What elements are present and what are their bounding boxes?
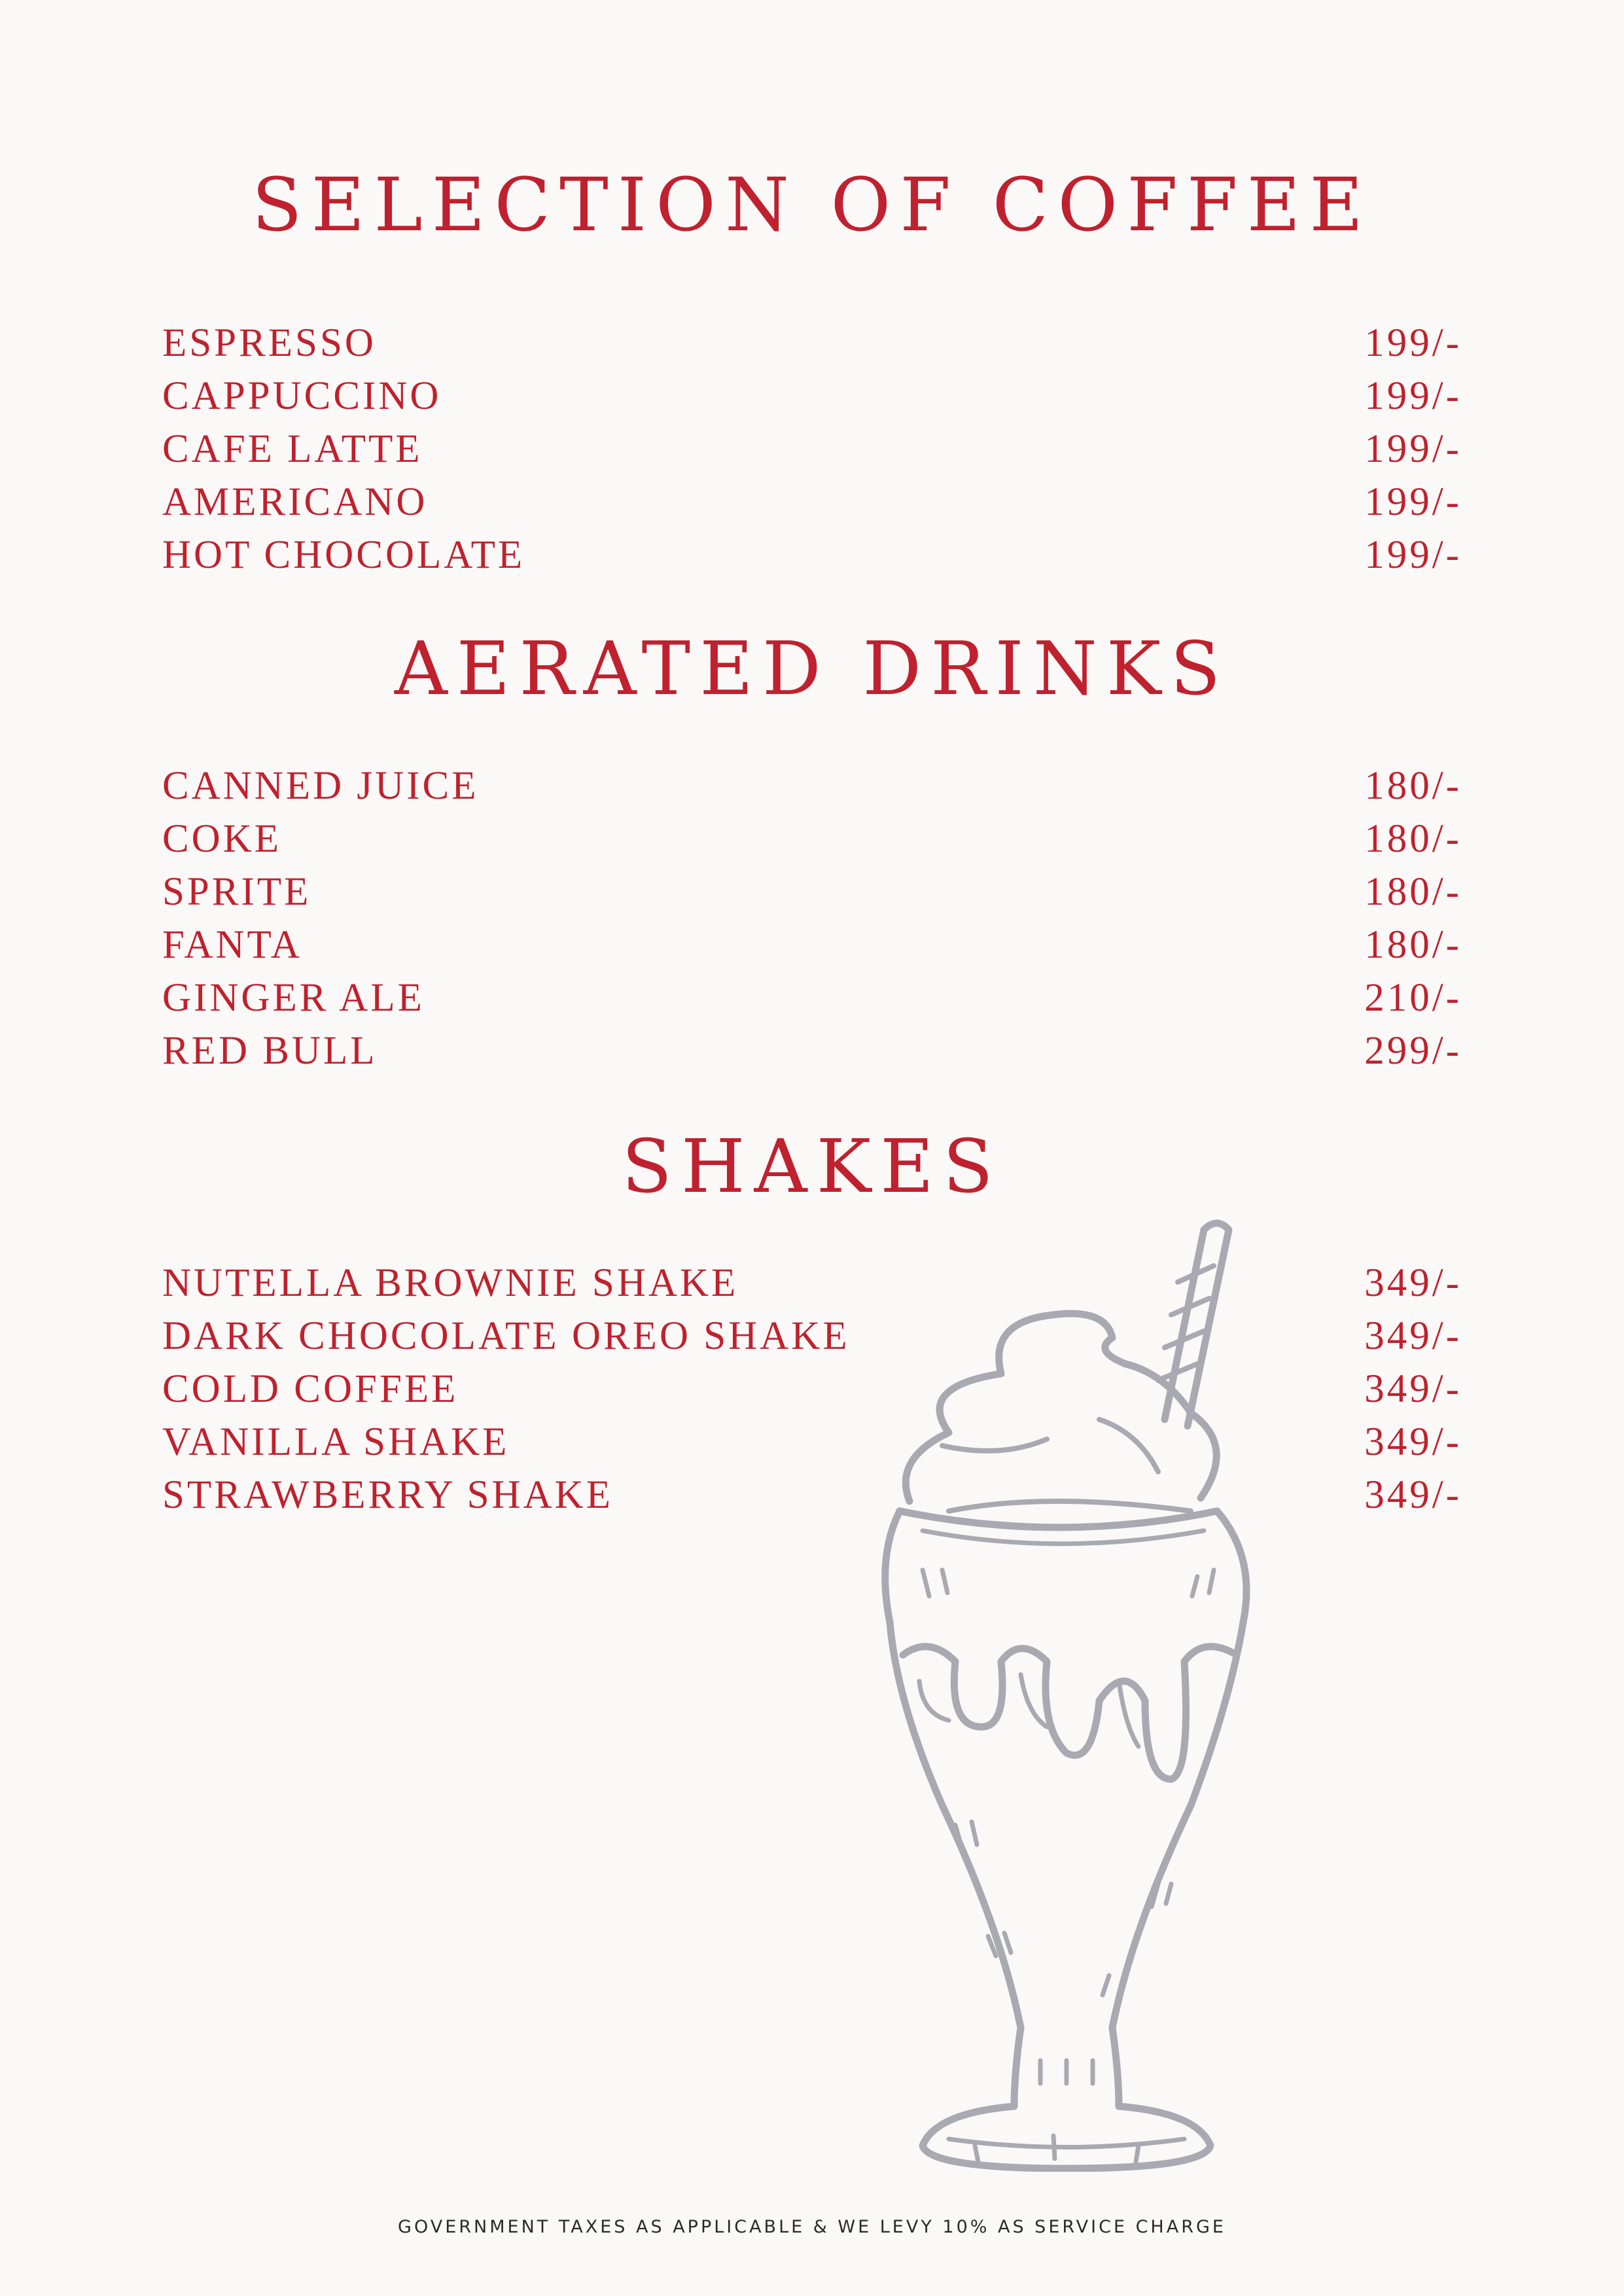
menu-item — [162, 865, 1462, 918]
item-name: VANILLA SHAKE — [162, 1420, 510, 1464]
item-price: 349/- — [1364, 1473, 1462, 1517]
aerated-drinks-list — [162, 759, 1462, 1077]
item-price: 349/- — [1364, 1420, 1462, 1464]
coffee-list — [162, 317, 1462, 582]
section-title-aerated-drinks: AERATED DRINKS — [394, 627, 1230, 712]
item-name: SPRITE — [162, 870, 311, 914]
menu-item — [162, 971, 1462, 1024]
section-title-coffee: SELECTION OF COFFEE — [251, 163, 1373, 248]
item-name: CANNED JUICE — [162, 764, 479, 808]
menu-item — [162, 476, 1462, 529]
item-price: 180/- — [1364, 764, 1462, 808]
item-name: ESPRESSO — [162, 321, 376, 365]
item-name: NUTELLA BROWNIE SHAKE — [162, 1261, 739, 1305]
menu-item — [162, 759, 1462, 812]
menu-item — [162, 529, 1462, 582]
item-price: 199/- — [1364, 374, 1462, 418]
menu-item — [162, 812, 1462, 865]
item-name: STRAWBERRY SHAKE — [162, 1473, 613, 1517]
item-price: 199/- — [1364, 480, 1462, 524]
item-price: 349/- — [1364, 1261, 1462, 1305]
item-name: GINGER ALE — [162, 976, 425, 1020]
item-name: COLD COFFEE — [162, 1367, 459, 1411]
menu-item — [162, 370, 1462, 423]
menu-item — [162, 317, 1462, 370]
item-name: RED BULL — [162, 1029, 378, 1073]
item-price: 210/- — [1364, 976, 1462, 1020]
item-price: 199/- — [1364, 427, 1462, 471]
item-price: 199/- — [1364, 321, 1462, 365]
item-name: DARK CHOCOLATE OREO SHAKE — [162, 1314, 850, 1358]
item-name: CAPPUCCINO — [162, 374, 442, 418]
footer-note: GOVERNMENT TAXES AS APPLICABLE & WE LEVY 10% AS SERVICE CHARGE — [398, 2217, 1226, 2237]
item-name: COKE — [162, 817, 282, 861]
item-name: CAFE LATTE — [162, 427, 423, 471]
menu-item — [162, 1024, 1462, 1077]
item-price: 180/- — [1364, 870, 1462, 914]
item-price: 199/- — [1364, 533, 1462, 577]
item-name: HOT CHOCOLATE — [162, 533, 525, 577]
item-price: 180/- — [1364, 923, 1462, 967]
section-title-shakes: SHAKES — [622, 1124, 1002, 1209]
item-price: 349/- — [1364, 1367, 1462, 1411]
menu-item — [162, 918, 1462, 971]
item-name: AMERICANO — [162, 480, 428, 524]
item-price: 349/- — [1364, 1314, 1462, 1358]
item-price: 299/- — [1364, 1029, 1462, 1073]
milkshake-glass-icon — [851, 1204, 1269, 2172]
menu-item — [162, 423, 1462, 476]
item-price: 180/- — [1364, 817, 1462, 861]
item-name: FANTA — [162, 923, 302, 967]
